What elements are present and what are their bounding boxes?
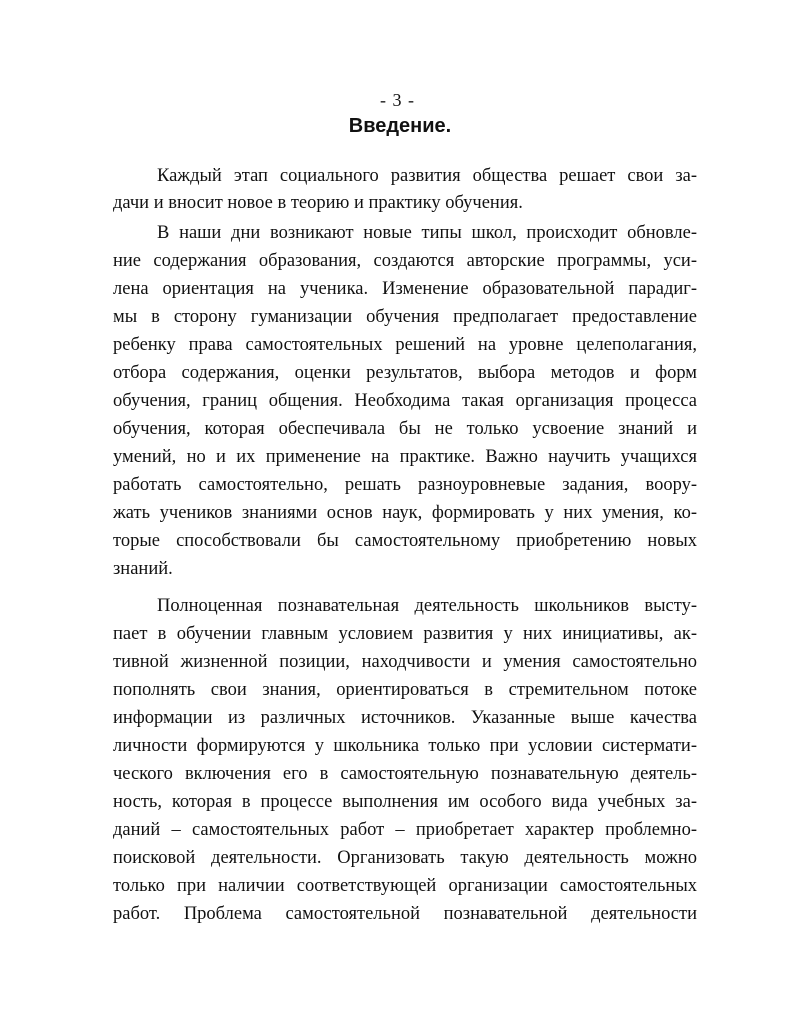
paragraph-line: лена ориентация на ученика. Изменение образовательной парадиг- (113, 279, 697, 299)
page-number: - 3 - (380, 90, 415, 110)
paragraph-line: В наши дни возникают новые типы школ, происходит обновле- (157, 223, 697, 243)
paragraph-line: тивной жизненной позиции, находчивости и умения самостоятельно (113, 652, 697, 672)
paragraph-line: дачи и вносит новое в теорию и практику обучения. (113, 193, 523, 213)
paragraph-line: пает в обучении главным условием развития у них инициативы, ак- (113, 624, 697, 644)
paragraph-line: обучения, которая обеспечивала бы не только усвоение знаний и (113, 419, 697, 439)
section-heading: Введение. (348, 115, 452, 137)
paragraph-line: Каждый этап социального развития общества решает свои за- (157, 166, 697, 186)
paragraph-line: ческого включения его в самостоятельную познавательную деятель- (113, 764, 697, 784)
paragraph-line: информации из различных источников. Указанные выше качества (113, 708, 697, 728)
paragraph-line: обучения, границ общения. Необходима такая организация процесса (113, 391, 697, 411)
paragraph-line: отбора содержания, оценки результатов, выбора методов и форм (113, 363, 697, 383)
paragraph-line: только при наличии соответствующей организации самостоятельных (113, 876, 697, 896)
paragraph-line: даний – самостоятельных работ – приобретает характер проблемно- (113, 820, 697, 840)
paragraph-line: торые способствовали бы самостоятельному приобретению новых (113, 531, 697, 551)
paragraph-line: ребенку права самостоятельных решений на уровне целеполагания, (113, 335, 697, 355)
paragraph-line: Полноценная познавательная деятельность школьников высту- (157, 596, 697, 616)
paragraph-line: пополнять свои знания, ориентироваться в стремительном потоке (113, 680, 697, 700)
paragraph-line: жать учеников знаниями основ наук, формировать у них умения, ко- (113, 503, 697, 523)
paragraph-line: умений, но и их применение на практике. Важно научить учащихся (113, 447, 697, 467)
paragraph-line: поисковой деятельности. Организовать такую деятельность можно (113, 848, 697, 868)
paragraph-line: ность, которая в процессе выполнения им особого вида учебных за- (113, 792, 697, 812)
paragraph-line: мы в сторону гуманизации обучения предполагает предоставление (113, 307, 697, 327)
paragraph-line: работ. Проблема самостоятельной познавательной деятельности (113, 904, 697, 924)
paragraph-line: работать самостоятельно, решать разноуровневые задания, воору- (113, 475, 697, 495)
paragraph-line: знаний. (113, 559, 173, 579)
paragraph-line: личности формируются у школьника только при условии систермати- (113, 736, 697, 756)
paragraph-line: ние содержания образования, создаются авторские программы, уси- (113, 251, 697, 271)
